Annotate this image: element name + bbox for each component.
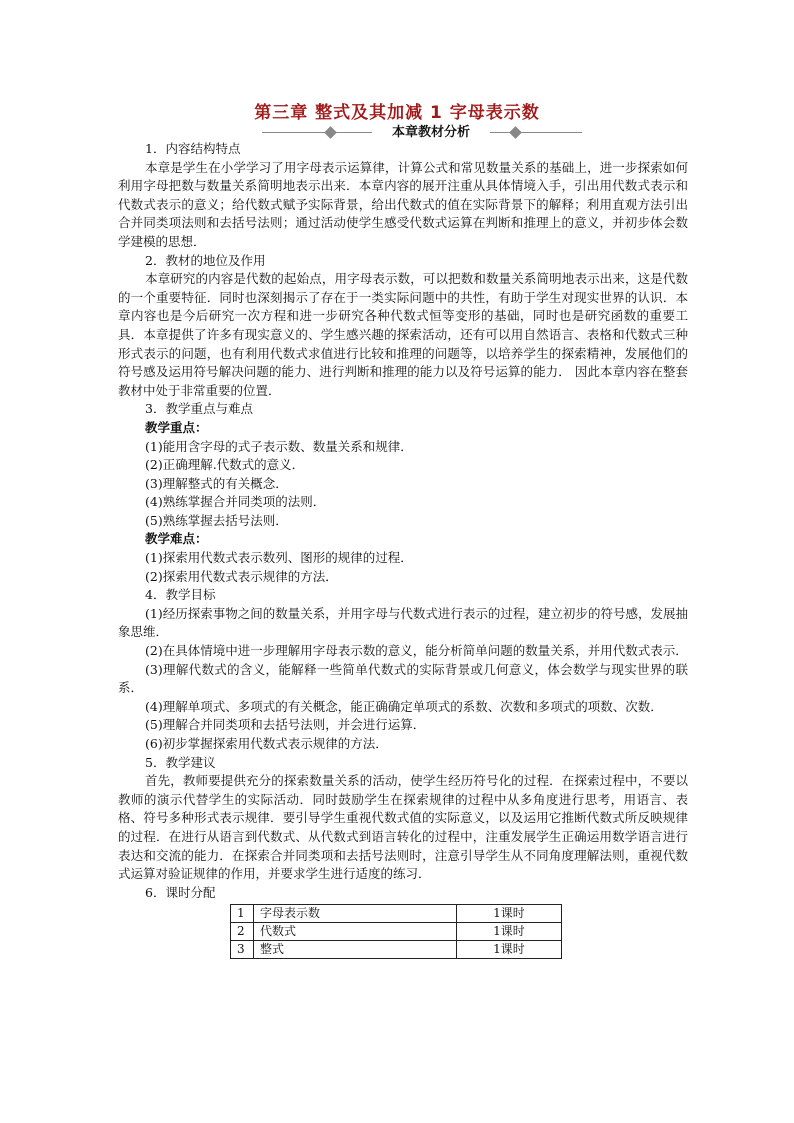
- objective-item: (1)经历探索事物之间的数量关系，并用字母与代数式进行表示的过程，建立初步的符号感，发展抽象思维．: [118, 605, 688, 640]
- key-point-item: (1)能用含字母的式子表示数、数量关系和规律．: [145, 438, 413, 454]
- table-row: [231, 905, 562, 923]
- paragraph-role: 本章研究的内容是代数的起始点，用字母表示数，可以把数和数量关系简明地表示出来，这是代数的一个重要特征．同时也深刻揭示了存在于一类实际问题中的共性，有助于学生对现实世界的认识．本章内容也是今后研究一次方程和进一步研究各种代数式恒等变形的基础，同时也是研究函数的重要工具．本章提供了许多有现实意义的、学生感兴趣的探索活动，还有可以用自然语言、表格和代数式三种形式表示的问题，也有利用代数式求值进行比较和推理的问题等，以培养学生的探索精神，发展他们的符号感及运用符号解决问题的能力、进行判断和推理的能力以及符号运算的能力． 因此本章内容在整套教材中处于非常重要的位置．: [118, 271, 688, 398]
- section-heading-key-points: 3．教学重点与难点: [145, 401, 253, 417]
- difficulty-item: (1)探索用代数式表示数列、图形的规律的过程．: [145, 550, 413, 566]
- difficulties-label: 教学难点：: [145, 531, 208, 547]
- section-heading-suggestions: 5．教学建议: [145, 754, 216, 770]
- key-point-item: (4)熟练掌握合并同类项的法则．: [145, 494, 326, 510]
- lesson-name: 代数式: [254, 923, 457, 941]
- lesson-number: 1: [231, 905, 254, 923]
- table-row: [231, 923, 562, 941]
- key-points-label: 教学重点：: [145, 419, 208, 435]
- section-subtitle: 本章教材分析: [391, 125, 470, 140]
- key-point-item: (5)熟练掌握去括号法则．: [145, 512, 288, 528]
- lesson-hours: 1课时: [457, 905, 562, 923]
- objective-item: (6)初步掌握探索用代数式表示规律的方法．: [145, 736, 388, 751]
- subtitle-banner: [262, 121, 582, 141]
- objective-item: (5)理解合并同类项和去括号法则，并会进行运算．: [145, 717, 426, 733]
- lesson-name: 整式: [254, 941, 457, 959]
- lesson-name: 字母表示数: [254, 905, 457, 923]
- objective-item: (3)理解代数式的含义，能解释一些简单代数式的实际背景或几何意义，体会数学与现实世界的联系．: [118, 661, 688, 696]
- paragraph-structure: 本章是学生在小学学习了用字母表示运算律，计算公式和常见数量关系的基础上，进一步探索如何利用字母把数与数量关系简明地表示出来．本章内容的展开注重从具体情境入手，引出用代数式表示和代数式表示的意义；给代数式赋予实际背景，给出代数式的值在实际背景下的解释；利用直观方法引出合并同类项法则和去括号法则；通过活动使学生感受代数式运算在判断和推理上的意义，并初步体会数学建模的思想．: [118, 159, 688, 249]
- diamond-ornament-left: [324, 126, 337, 139]
- divider-right: [490, 132, 582, 133]
- objective-item: (2)在具体情境中进一步理解用字母表示数的意义，能分析简单问题的数量关系，并用代数式表示．: [145, 643, 688, 659]
- table-row: [231, 941, 562, 959]
- schedule-table: [230, 904, 562, 959]
- lesson-hours: 1课时: [457, 941, 562, 959]
- section-heading-objectives: 4．教学目标: [145, 587, 216, 603]
- key-point-item: (2)正确理解.代数式的意义．: [145, 457, 305, 473]
- section-heading-structure: 1．内容结构特点: [145, 141, 241, 156]
- lesson-number: 3: [231, 941, 254, 959]
- document-body: [118, 140, 688, 959]
- divider-left: [262, 132, 372, 133]
- section-heading-role: 2．教材的地位及作用: [145, 252, 266, 268]
- paragraph-suggestions: 首先，教师要提供充分的探索数量关系的活动，使学生经历符号化的过程．在探索过程中，不要以教师的演示代替学生的实际活动．同时鼓励学生在探索规律的过程中从多角度进行思考，用语言、表格、符号多种形式表示规律．要引导学生重视代数式值的实际意义，以及运用它推断代数式所反映规律的过程．在进行从语言到代数式、从代数式到语言转化的过程中，注重发展学生正确运用数学语言进行表达和交流的能力．在探索合并同类项和去括号法则时，注意引导学生从不同角度理解法则，重视代数式运算对验证规律的作用，并要求学生进行适度的练习．: [118, 773, 688, 882]
- lesson-hours: 1课时: [457, 923, 562, 941]
- lesson-number: 2: [231, 923, 254, 941]
- section-heading-schedule: 6．课时分配: [145, 884, 216, 900]
- objective-item: (4)理解单项式、多项式的有关概念，能正确确定单项式的系数、次数和多项式的项数、次数．: [145, 698, 663, 714]
- chapter-title: 第三章 整式及其加减 1 字母表示数: [254, 103, 540, 123]
- difficulty-item: (2)探索用代数式表示规律的方法．: [145, 568, 338, 584]
- key-point-item: (3)理解整式的有关概念．: [145, 475, 288, 491]
